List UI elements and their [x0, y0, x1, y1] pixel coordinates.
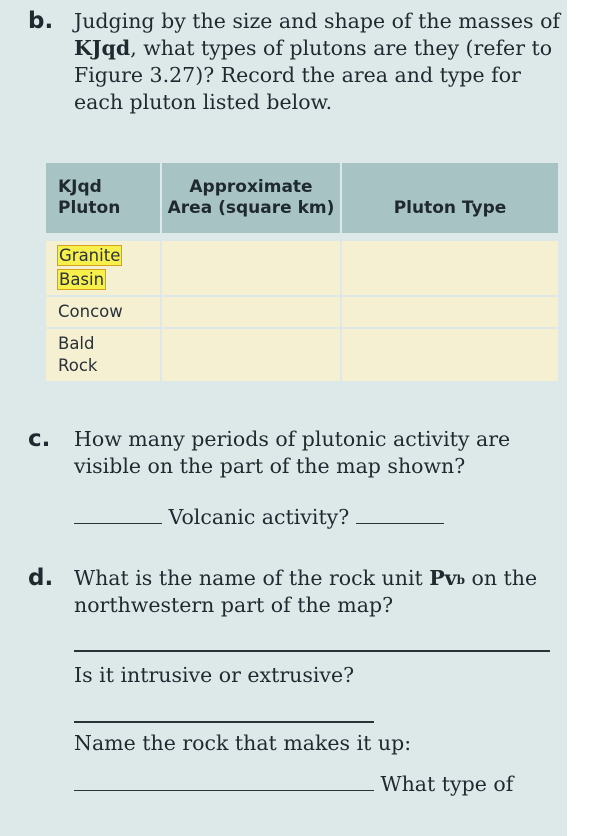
table-row: [46, 240, 558, 296]
area-input-cell[interactable]: [161, 240, 341, 296]
table-gap: [46, 233, 558, 240]
plutonic-periods-blank[interactable]: [74, 503, 162, 524]
table-row: [46, 296, 558, 328]
question-c-text: How many periods of plutonic activity are visible on the part of the map shown?: [74, 427, 511, 478]
pluton-name-cell: Concow: [46, 296, 161, 328]
rock-type-prompt: What type of: [380, 772, 514, 796]
volcanic-activity-row: [74, 503, 444, 531]
question-c: [28, 426, 560, 480]
question-b: [28, 8, 560, 116]
type-input-cell[interactable]: [341, 296, 558, 328]
rock-name-blank[interactable]: [74, 770, 374, 791]
unit-kjqd: KJqd: [74, 36, 131, 60]
area-input-cell[interactable]: [161, 328, 341, 382]
table-header-row: [46, 163, 558, 233]
highlighted-text: Granite: [59, 246, 121, 265]
question-d: [28, 565, 560, 619]
unit-pvb: Pv$^b$: [429, 566, 465, 590]
type-input-cell[interactable]: [341, 328, 558, 382]
header-approximate-area: Approximate Area (square km): [161, 163, 341, 233]
pluton-name-cell: [46, 240, 161, 296]
volcanic-activity-prompt: Volcanic activity?: [168, 505, 350, 529]
header-kjqd-pluton: KJqd Pluton: [46, 163, 161, 233]
question-b-letter: b.: [28, 8, 54, 34]
rock-type-row: [74, 770, 513, 798]
question-b-text: Judging by the size and shape of the masses of KJqd, what types of plutons are they (refer to Figure 3.27)? Record the area and type for each pluton listed below.: [74, 9, 561, 114]
header-pluton-type: Pluton Type: [341, 163, 558, 233]
pluton-table: [46, 163, 558, 383]
type-input-cell[interactable]: [341, 240, 558, 296]
pluton-name-cell: Bald Rock: [46, 328, 161, 382]
rock-name-prompt: Name the rock that makes it up:: [74, 731, 412, 755]
volcanic-activity-blank[interactable]: [356, 503, 444, 524]
question-c-letter: c.: [28, 426, 51, 452]
intrusive-extrusive-blank[interactable]: [74, 721, 374, 723]
table-row: [46, 328, 558, 382]
highlighted-text: Basin: [59, 270, 105, 289]
rock-unit-name-blank[interactable]: [74, 650, 550, 652]
intrusive-extrusive-prompt: Is it intrusive or extrusive?: [74, 663, 355, 687]
question-d-letter: d.: [28, 565, 54, 591]
area-input-cell[interactable]: [161, 296, 341, 328]
question-d-text: What is the name of the rock unit Pv$^b$ on the northwestern part of the map?: [74, 566, 538, 617]
